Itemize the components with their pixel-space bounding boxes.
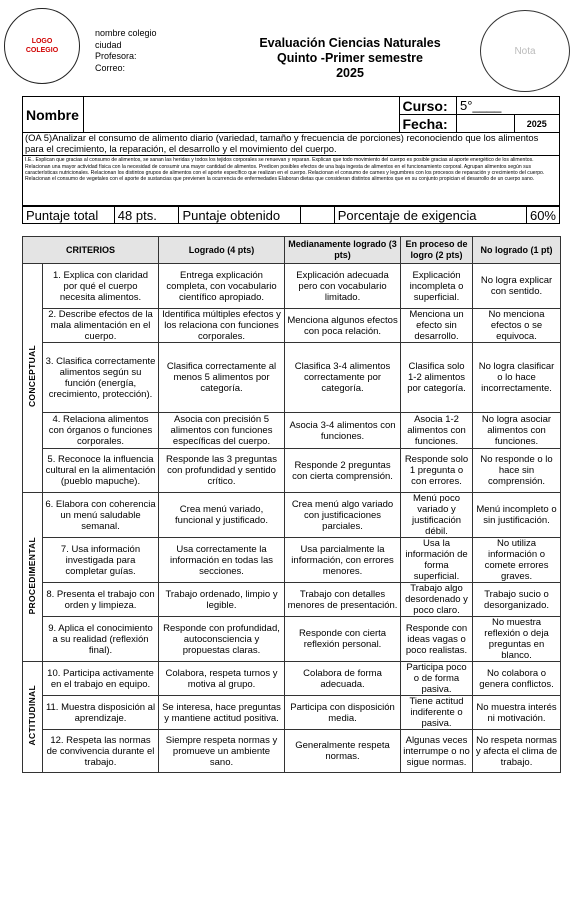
total-score-label: Puntaje total (23, 207, 115, 224)
email-label: Correo: (95, 62, 126, 73)
score-table (22, 206, 560, 224)
level-cell[interactable]: Colabora de forma adecuada. (285, 662, 401, 696)
criterion-cell: 3. Clasifica correctamente alimentos según su función (energía, crecimiento, protección). (43, 343, 159, 413)
level-cell[interactable]: Asocia 3-4 alimentos con funciones. (285, 413, 401, 449)
teacher-label: Profesora: (95, 51, 137, 61)
ie-text: I.E.. Explican que gracias al consumo de alimentos, se sanan las heridas y todos los tejidos corporales se renuevan y reparan. Explican que todo movimiento del cuerpo es posible gracias al aporte energético de los alimentos. Relacionan una mayor actividad física con la necesidad de consumir una mayor cantidad de alimentos. Predicen posibles efectos de una baja ingesta de alimentos en el funcionamiento corporal. Agrupan alimentos según sus características nutricionales. Relacionan los distintos grupos de alimentos con el aporte específico que realizan en el cuerpo. Relacionan el consumo de carnes y legumbres con los procesos de reparación y crecimiento del cuerpo. Relacionan el consumo de vegetales con el aporte de sustancias que previenen la ocurrencia de enfermedades Elaboran dietas que consideran distintos alimentos que en su conjunto propician el desarrollo de un cuerpo sano. (23, 155, 559, 183)
level-cell[interactable]: Menú incompleto o sin justificación. (473, 493, 561, 538)
level-cell[interactable]: Responde 2 preguntas con cierta comprensión. (285, 449, 401, 493)
level-cell[interactable]: No menciona efectos o se equivoca. (473, 309, 561, 343)
criterion-cell: 10. Participa activamente en el trabajo en equipo. (43, 662, 159, 696)
exigency-value: 60% (526, 207, 559, 224)
section-label: ACTITUDINAL (23, 662, 43, 773)
school-name: nombre colegio (95, 28, 157, 38)
level-cell[interactable]: No utiliza información o comete errores graves. (473, 538, 561, 583)
curso-field[interactable]: 5°____ (457, 97, 560, 115)
header-logrado: Logrado (4 pts) (159, 237, 285, 264)
level-cell[interactable]: No respeta normas y afecta el clima de trabajo. (473, 730, 561, 773)
criterion-cell: 2. Describe efectos de la mala alimentación en el cuerpo. (43, 309, 159, 343)
grade-circle[interactable]: Nota (480, 10, 570, 92)
level-cell[interactable]: Usa parcialmente la información, con errores menores. (285, 538, 401, 583)
table-row (23, 264, 561, 309)
level-cell[interactable]: Responde con cierta reflexión personal. (285, 617, 401, 662)
level-cell[interactable]: No responde o lo hace sin comprensión. (473, 449, 561, 493)
criterion-cell: 12. Respeta las normas de convivencia durante el trabajo. (43, 730, 159, 773)
level-cell[interactable]: Explicación incompleta o superficial. (401, 264, 473, 309)
exigency-label: Porcentaje de exigencia (334, 207, 526, 224)
level-cell[interactable]: No logra explicar con sentido. (473, 264, 561, 309)
criterion-cell: 8. Presenta el trabajo con orden y limpieza. (43, 583, 159, 617)
fecha-label: Fecha: (399, 115, 457, 133)
level-cell[interactable]: Siempre respeta normas y promueve un ambiente sano. (159, 730, 285, 773)
table-row (23, 449, 561, 493)
criterion-cell: 11. Muestra disposición al aprendizaje. (43, 696, 159, 730)
header-no-logrado: No logrado (1 pt) (473, 237, 561, 264)
fecha-year: 2025 (514, 115, 559, 133)
level-cell[interactable]: Se interesa, hace preguntas y mantiene actitud positiva. (159, 696, 285, 730)
table-row (23, 538, 561, 583)
rubric-table (22, 236, 561, 773)
level-cell[interactable]: Participa poco o de forma pasiva. (401, 662, 473, 696)
rubric-header-row (23, 237, 561, 264)
table-row (23, 696, 561, 730)
header-en-proceso: En proceso de logro (2 pts) (401, 237, 473, 264)
level-cell[interactable]: Menciona algunos efectos con poca relación. (285, 309, 401, 343)
table-row (23, 730, 561, 773)
school-city: ciudad (95, 39, 122, 50)
level-cell[interactable]: Participa con disposición media. (285, 696, 401, 730)
criterion-cell: 7. Usa información investigada para completar guías. (43, 538, 159, 583)
section-label: CONCEPTUAL (23, 264, 43, 493)
school-info (95, 28, 157, 74)
level-cell[interactable]: Generalmente respeta normas. (285, 730, 401, 773)
level-cell[interactable]: No muestra interés ni motivación. (473, 696, 561, 730)
level-cell[interactable]: Trabajo algo desordenado y poco claro. (401, 583, 473, 617)
level-cell[interactable]: Clasifica correctamente al menos 5 alimentos por categoría. (159, 343, 285, 413)
criterion-cell: 4. Relaciona alimentos con órganos o funciones corporales. (43, 413, 159, 449)
level-cell[interactable]: Menciona un efecto sin desarrollo. (401, 309, 473, 343)
level-cell[interactable]: Responde con profundidad, autoconsciencia y propuestas claras. (159, 617, 285, 662)
fecha-field[interactable] (457, 115, 515, 133)
curso-label: Curso: (399, 97, 457, 115)
learning-objective (22, 132, 560, 206)
level-cell[interactable]: Tiene actitud indiferente o pasiva. (401, 696, 473, 730)
level-cell[interactable]: Clasifica solo 1-2 alimentos por categoría. (401, 343, 473, 413)
level-cell[interactable]: Responde solo 1 pregunta o con errores. (401, 449, 473, 493)
level-cell[interactable]: Usa la información de forma superficial. (401, 538, 473, 583)
table-row (23, 413, 561, 449)
table-row (23, 662, 561, 696)
level-cell[interactable]: No muestra reflexión o deja preguntas en blanco. (473, 617, 561, 662)
table-row (23, 617, 561, 662)
table-row (23, 343, 561, 413)
level-cell[interactable]: Crea menú variado, funcional y justificado. (159, 493, 285, 538)
level-cell[interactable]: Algunas veces interrumpe o no sigue normas. (401, 730, 473, 773)
level-cell[interactable]: Colabora, respeta turnos y motiva al grupo. (159, 662, 285, 696)
criterion-cell: 9. Aplica el conocimiento a su realidad (reflexión final). (43, 617, 159, 662)
level-cell[interactable]: Responde con ideas vagas o poco realistas. (401, 617, 473, 662)
table-row (23, 583, 561, 617)
criterion-cell: 1. Explica con claridad por qué el cuerpo necesita alimentos. (43, 264, 159, 309)
level-cell[interactable]: Responde las 3 preguntas con profundidad y sentido crítico. (159, 449, 285, 493)
header-criterios: CRITERIOS (23, 237, 159, 264)
table-row (23, 309, 561, 343)
level-cell[interactable]: Asocia con precisión 5 alimentos con funciones específicas del cuerpo. (159, 413, 285, 449)
level-cell[interactable]: No logra clasificar o lo hace incorrectamente. (473, 343, 561, 413)
oa-text: (OA 5)Analizar el consumo de alimento diario (variedad, tamaño y frecuencia de porciones) reconociendo que los alimentos para el crecimiento, la reparación, el desarrollo y el movimiento del cuerpo. (25, 132, 539, 154)
level-cell[interactable]: Clasifica 3-4 alimentos correctamente por categoría. (285, 343, 401, 413)
level-cell[interactable]: Entrega explicación completa, con vocabulario científico apropiado. (159, 264, 285, 309)
obtained-score-label: Puntaje obtenido (179, 207, 301, 224)
level-cell[interactable]: Usa correctamente la información en todas las secciones. (159, 538, 285, 583)
level-cell[interactable]: No logra asociar alimentos con funciones. (473, 413, 561, 449)
section-label: PROCEDIMENTAL (23, 493, 43, 662)
level-cell[interactable]: Explicación adecuada pero con vocabulario limitado. (285, 264, 401, 309)
total-score-value: 48 pts. (114, 207, 179, 224)
level-cell[interactable]: Crea menú algo variado con justificaciones parciales. (285, 493, 401, 538)
page-title: Evaluación Ciencias Naturales Quinto -Primer semestre 2025 (259, 36, 441, 80)
level-cell[interactable]: No colabora o genera conflictos. (473, 662, 561, 696)
nombre-field[interactable] (83, 97, 399, 133)
obtained-score-field[interactable] (301, 207, 335, 224)
level-cell[interactable]: Identifica múltiples efectos y los relaciona con funciones corporales. (159, 309, 285, 343)
header-medianamente: Medianamente logrado (3 pts) (285, 237, 401, 264)
level-cell[interactable]: Menú poco variado y justificación débil. (401, 493, 473, 538)
level-cell[interactable]: Asocia 1-2 alimentos con funciones. (401, 413, 473, 449)
level-cell[interactable]: Trabajo ordenado, limpio y legible. (159, 583, 285, 617)
table-row (23, 493, 561, 538)
level-cell[interactable]: Trabajo sucio o desorganizado. (473, 583, 561, 617)
criterion-cell: 6. Elabora con coherencia un menú saludable semanal. (43, 493, 159, 538)
criterion-cell: 5. Reconoce la influencia cultural en la alimentación (pueblo mapuche). (43, 449, 159, 493)
student-info-table (22, 96, 560, 133)
school-logo: LOGO COLEGIO (4, 8, 80, 84)
level-cell[interactable]: Trabajo con detalles menores de presentación. (285, 583, 401, 617)
nombre-label: Nombre (23, 97, 84, 133)
